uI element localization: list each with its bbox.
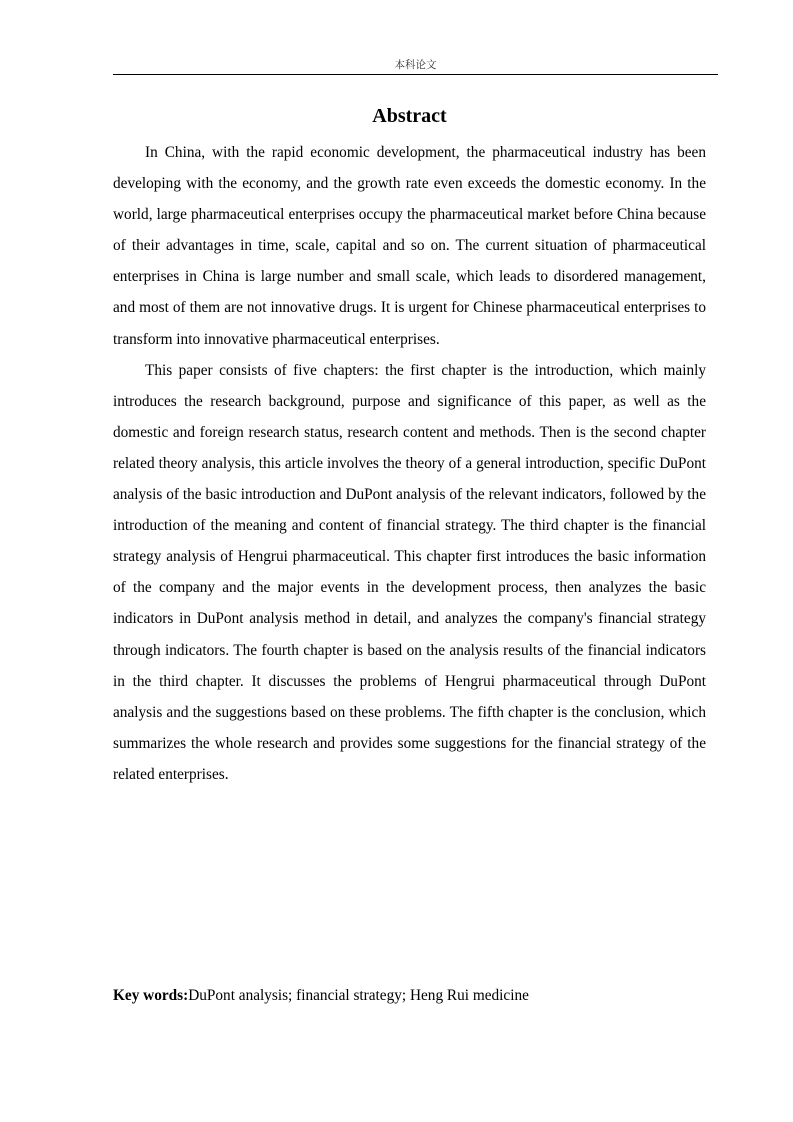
keywords-label: Key words:: [113, 987, 189, 1004]
abstract-body: [113, 137, 706, 790]
abstract-title: Abstract: [372, 105, 447, 127]
header-rule: [113, 74, 718, 75]
abstract-paragraph-2: This paper consists of five chapters: the first chapter is the introduction, which mainly introduces the research background, purpose and significance of this paper, as well as the domestic and foreign research status, research content and methods. Then is the second chapter related theory analysis, this article involves the theory of a general introduction, specific DuPont analysis of the basic introduction and DuPont analysis of the relevant indicators, followed by the introduction of the meaning and content of financial strategy. The third chapter is the financial strategy analysis of Hengrui pharmaceutical. This chapter first introduces the basic information of the company and the major events in the development process, then analyzes the basic indicators in DuPont analysis method in detail, and analyzes the company's financial strategy through indicators. The fourth chapter is based on the analysis results of the financial indicators in the third chapter. It discusses the problems of Hengrui pharmaceutical through DuPont analysis and the suggestions based on these problems. The fifth chapter is the conclusion, which summarizes the whole research and provides some suggestions for the financial strategy of the related enterprises.: [113, 361, 706, 783]
keywords-line: [113, 983, 706, 1009]
running-header: 本科论文: [394, 59, 437, 71]
abstract-paragraph-1: In China, with the rapid economic development, the pharmaceutical industry has been developing with the economy, and the growth rate even exceeds the domestic economy. In the world, large pharmaceutical enterprises occupy the pharmaceutical market before China because of their advantages in time, scale, capital and so on. The current situation of pharmaceutical enterprises in China is large number and small scale, which leads to disordered management, and most of them are not innovative drugs. It is urgent for Chinese pharmaceutical enterprises to transform into innovative pharmaceutical enterprises.: [113, 144, 706, 348]
keywords-text: DuPont analysis; financial strategy; Heng Rui medicine: [188, 987, 529, 1004]
